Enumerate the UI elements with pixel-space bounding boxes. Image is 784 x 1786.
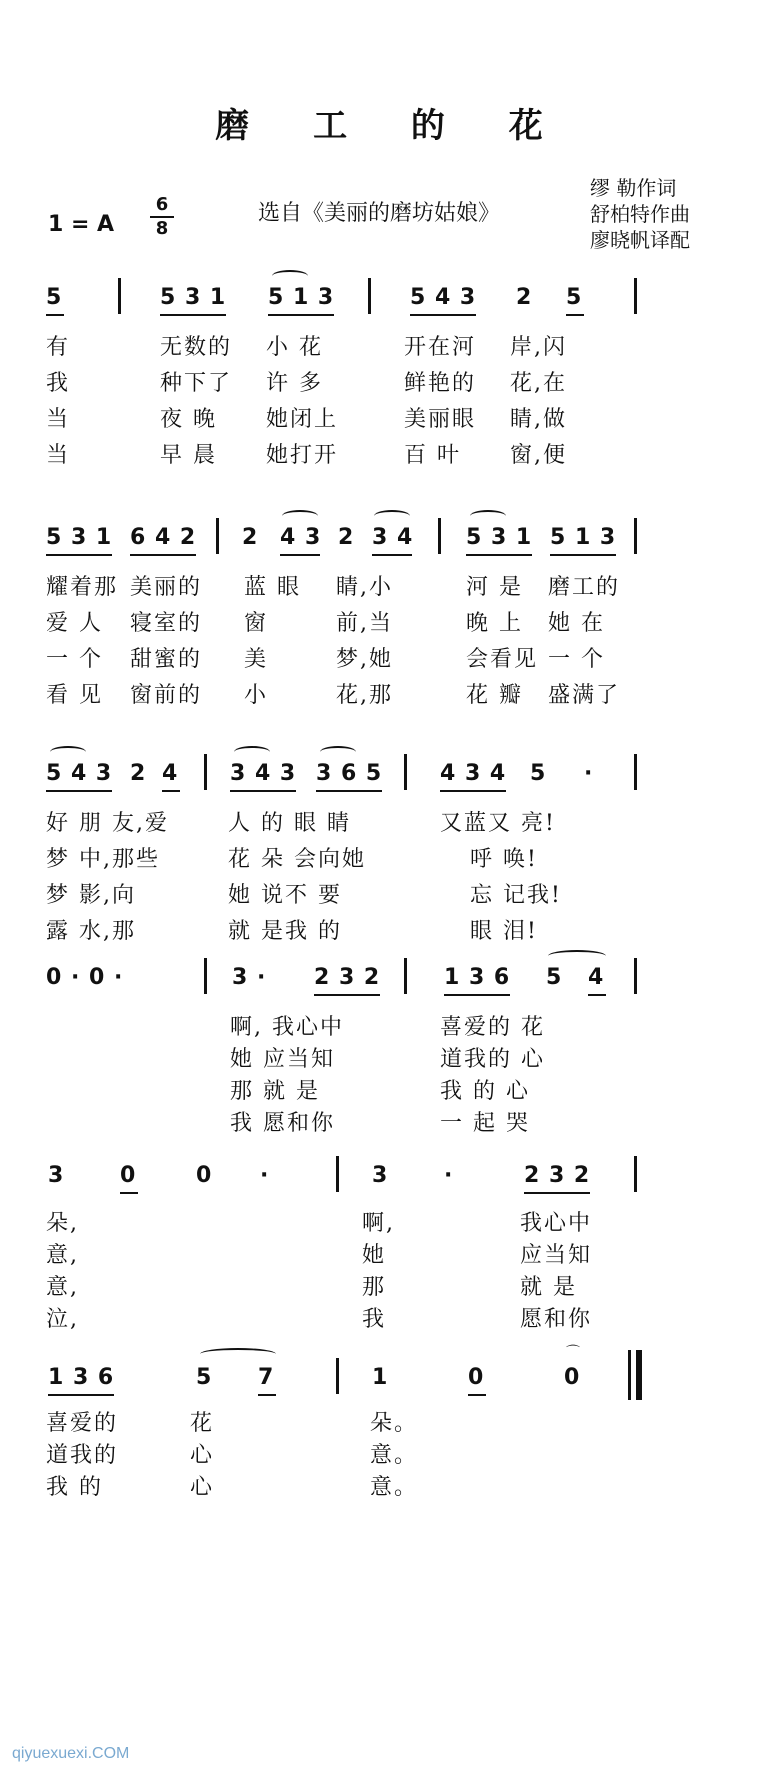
barline [438,518,441,554]
barline [634,1156,637,1192]
lyric: 梦 中,那些 [46,847,160,872]
note-group: 7 [258,1365,275,1390]
note-group: 3 6 5 [316,761,383,786]
lyric: 百 叶 [404,443,461,468]
note-group: 2 [130,761,147,786]
credit-lyricist: 缪 勒作词 [590,176,677,200]
lyric: 朵, [46,1211,79,1236]
lyric: 她 在 [548,611,605,636]
underline [410,314,476,316]
lyric: 喜爱的 花 [440,1015,545,1040]
barline [216,518,219,554]
lyric: 花 朵 会向她 [228,847,366,872]
barline [204,958,207,994]
lyric: 就 是 [520,1275,577,1300]
lyric: 有 [46,335,71,360]
lyric: 那 就 是 [230,1079,320,1104]
lyric: 蓝 眼 [244,575,301,600]
lyric: 她打开 [266,443,339,468]
credit-composer: 舒柏特作曲 [590,202,690,226]
underline [46,314,64,316]
underline [316,790,382,792]
note-group: · [260,1163,270,1188]
note-group: 5 3 1 [466,525,533,550]
lyric: 一 个 [548,647,605,672]
underline [48,1394,114,1396]
lyric: 意。 [370,1475,419,1500]
lyric: 我 [362,1307,387,1332]
note-group: · [444,1163,454,1188]
tie [200,1348,276,1360]
underline [268,314,334,316]
underline [230,790,296,792]
lyric: 心 [190,1443,215,1468]
note-group: 5 [546,965,563,990]
lyric: 小 花 [266,335,323,360]
lyric: 夜 晚 [160,407,217,432]
barline [336,1156,339,1192]
lyric: 忘 记我! [470,883,562,908]
lyric: 花,那 [336,683,393,708]
note-group: 0 [120,1163,137,1188]
lyric: 早 晨 [160,443,217,468]
lyric: 前,当 [336,611,393,636]
barline [634,754,637,790]
lyric: 花,在 [510,371,567,396]
lyric: 她 应当知 [230,1047,335,1072]
note-group: 0 · 0 · [46,965,124,990]
lyric: 美 [244,647,269,672]
lyric: 我 的 心 [440,1079,530,1104]
note-group: 5 4 3 [46,761,113,786]
lyric: 那 [362,1275,387,1300]
barline [634,958,637,994]
note-group: 1 3 6 [444,965,511,990]
lyric: 道我的 心 [440,1047,545,1072]
lyric: 耀着那 [46,575,119,600]
lyric: 许 多 [266,371,323,396]
lyric: 她闭上 [266,407,339,432]
underline [130,554,196,556]
barline [368,278,371,314]
lyric: 当 [46,407,71,432]
lyric: 窗 [244,611,269,636]
lyric: 看 见 [46,683,103,708]
lyric: 啊, 我心中 [230,1015,344,1040]
slur [548,950,606,962]
barline [634,518,637,554]
lyric: 花 [190,1411,215,1436]
lyric: 种下了 [160,371,233,396]
note-group: 2 3 2 [524,1163,591,1188]
note-group: 5 4 3 [410,285,477,310]
lyric: 磨工的 [548,575,621,600]
note-group: 5 3 1 [160,285,227,310]
note-group: 5 [46,285,63,310]
final-barline-thick [636,1350,642,1400]
note-group: 5 [196,1365,213,1390]
barline [404,958,407,994]
fermata-icon: ⌒ [566,1345,580,1361]
note-group: 4 [588,965,605,990]
note-group: 3 · [232,965,267,990]
lyric: 道我的 [46,1443,119,1468]
lyric: 睛,做 [510,407,567,432]
lyric: 我 的 [46,1475,103,1500]
underline [372,554,412,556]
note-group: · [584,761,594,786]
lyric: 梦,她 [336,647,393,672]
lyric: 呼 唤! [470,847,538,872]
barline [634,278,637,314]
underline [466,554,532,556]
underline [468,1394,486,1396]
lyric: 寝室的 [130,611,203,636]
note-group: 5 1 3 [550,525,617,550]
lyric: 岸,闪 [510,335,567,360]
lyric: 花 瓣 [466,683,523,708]
underline [46,790,112,792]
lyric: 我 愿和你 [230,1111,335,1136]
note-group: 5 3 1 [46,525,113,550]
note-group: 1 3 6 [48,1365,115,1390]
barline [204,754,207,790]
lyric: 我 [46,371,71,396]
lyric: 就 是我 的 [228,919,342,944]
note-group: 0 [564,1365,581,1390]
lyric: 甜蜜的 [130,647,203,672]
time-signature [150,196,174,238]
lyric: 美丽的 [130,575,203,600]
lyric: 一 个 [46,647,103,672]
lyric: 无数的 [160,335,233,360]
underline [162,790,180,792]
slur [320,746,356,758]
underline [46,554,112,556]
lyric: 愿和你 [520,1307,593,1332]
lyric: 心 [190,1475,215,1500]
slur [470,510,506,522]
lyric: 泣, [46,1307,79,1332]
note-group: 2 [242,525,259,550]
lyric: 意。 [370,1443,419,1468]
lyric: 小 [244,683,269,708]
lyric: 梦 影,向 [46,883,136,908]
lyric: 晚 上 [466,611,523,636]
lyric: 她 [362,1243,387,1268]
note-group: 6 4 2 [130,525,197,550]
underline [566,314,584,316]
final-barline-thin [628,1350,631,1400]
slur [272,270,308,282]
underline [280,554,320,556]
slur [282,510,318,522]
note-group: 4 [162,761,179,786]
underline [550,554,616,556]
source-note: 选自《美丽的磨坊姑娘》 [258,201,501,226]
note-group: 4 3 [280,525,322,550]
note-group: 5 1 3 [268,285,335,310]
meter-bottom: 8 [155,218,169,239]
lyric: 鲜艳的 [404,371,477,396]
lyric: 盛满了 [548,683,621,708]
lyric: 意, [46,1243,79,1268]
lyric: 开在河 [404,335,477,360]
slur [234,746,270,758]
lyric: 朵。 [370,1411,419,1436]
underline [588,994,606,996]
underline [120,1192,138,1194]
watermark: qiyuexuexi.COM [12,1745,130,1762]
note-group: 3 [48,1163,65,1188]
lyric: 睛,小 [336,575,393,600]
song-title: 磨 工 的 花 [215,106,569,146]
lyric: 美丽眼 [404,407,477,432]
barline [336,1358,339,1394]
lyric: 喜爱的 [46,1411,119,1436]
note-group: 5 [566,285,583,310]
meter-top: 6 [155,194,169,215]
note-group: 5 [530,761,547,786]
lyric: 好 朋 友,爱 [46,811,169,836]
lyric: 爱 人 [46,611,103,636]
underline [314,994,380,996]
lyric: 她 说不 要 [228,883,342,908]
lyric: 会看见 [466,647,539,672]
lyric: 当 [46,443,71,468]
lyric: 眼 泪! [470,919,538,944]
note-group: 3 4 [372,525,414,550]
underline [524,1192,590,1194]
underline [258,1394,276,1396]
credit-arranger: 廖晓帆译配 [590,228,690,252]
note-group: 2 [338,525,355,550]
lyric: 意, [46,1275,79,1300]
underline [160,314,226,316]
note-group: 0 [196,1163,213,1188]
lyric: 人 的 眼 睛 [228,811,351,836]
lyric: 窗,便 [510,443,567,468]
slur [50,746,86,758]
key-signature: 1 = A [48,212,115,237]
underline [440,790,506,792]
note-group: 2 3 2 [314,965,381,990]
note-group: 0 [468,1365,485,1390]
lyric: 我心中 [520,1211,593,1236]
note-group: 3 4 3 [230,761,297,786]
barline [118,278,121,314]
lyric: 应当知 [520,1243,593,1268]
note-group: 1 [372,1365,389,1390]
lyric: 露 水,那 [46,919,136,944]
note-group: 2 [516,285,533,310]
lyric: 一 起 哭 [440,1111,530,1136]
lyric: 窗前的 [130,683,203,708]
lyric: 啊, [362,1211,395,1236]
barline [404,754,407,790]
lyric: 又蓝又 亮! [440,811,556,836]
slur [374,510,410,522]
lyric: 河 是 [466,575,523,600]
note-group: 4 3 4 [440,761,507,786]
note-group: 3 [372,1163,389,1188]
underline [444,994,510,996]
